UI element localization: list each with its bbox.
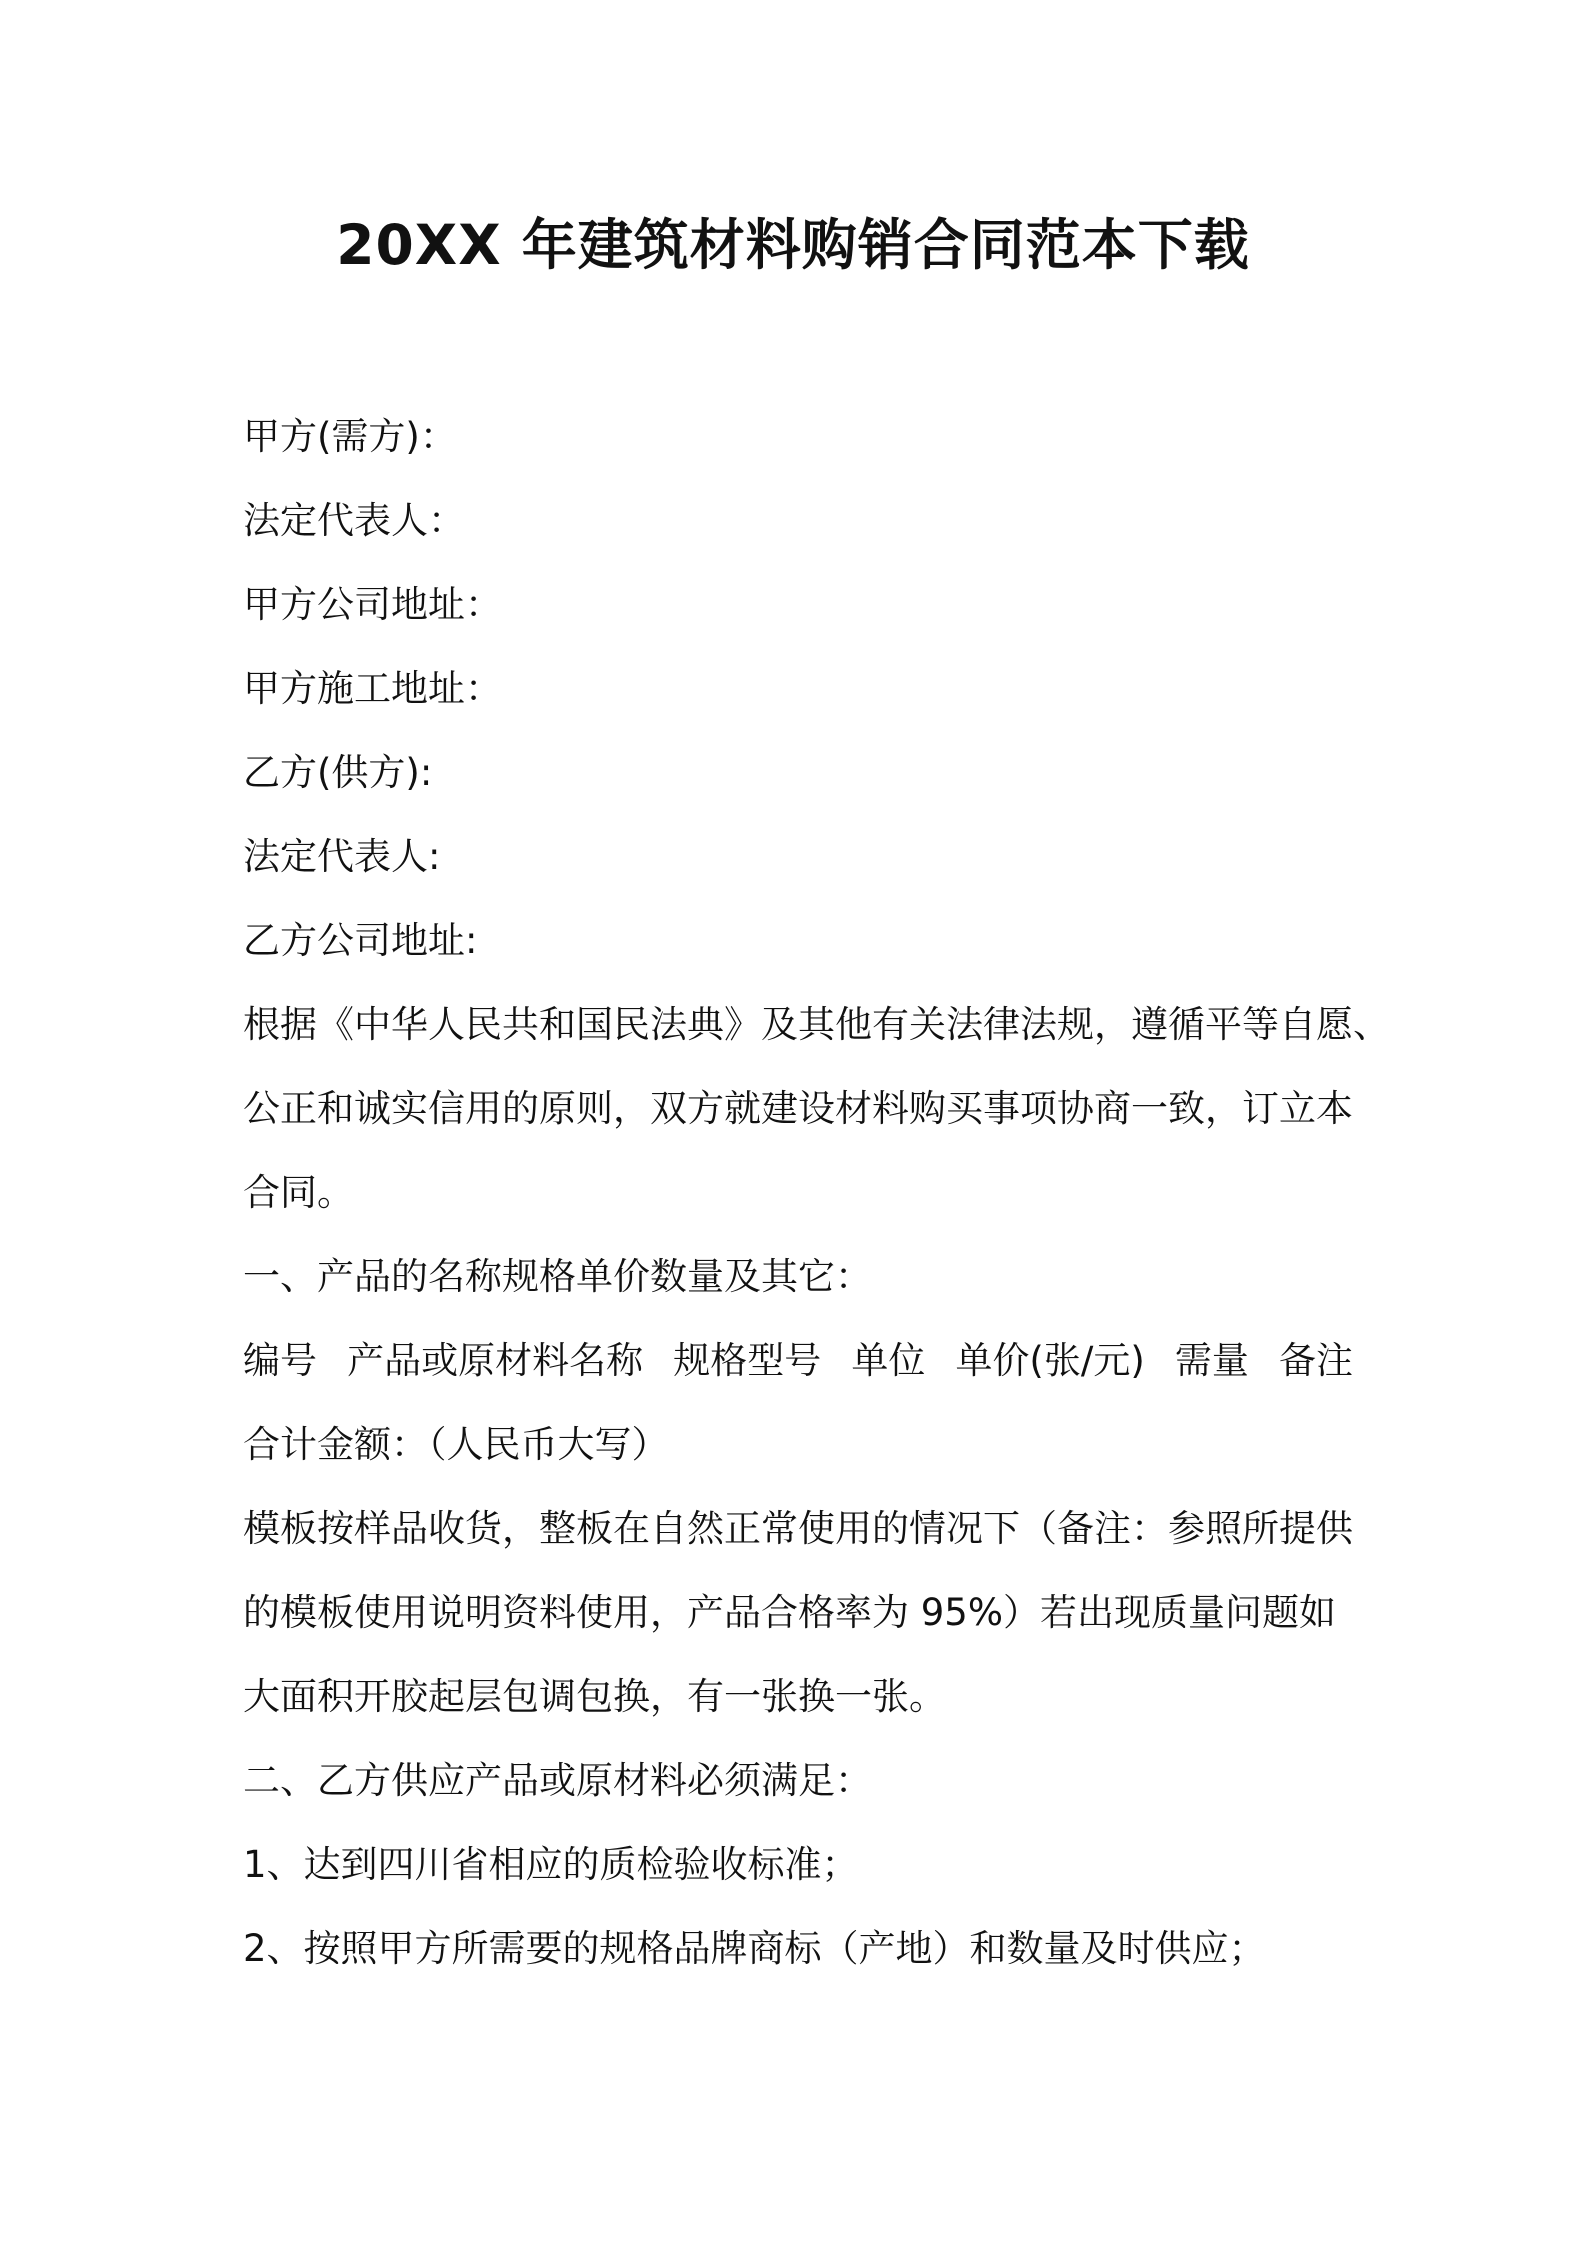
table-header-cell: 单价(张/元) [955,1339,1145,1382]
party-b-address-label: 乙方公司地址: [243,919,478,962]
section-1-heading: 一、产品的名称规格单价数量及其它： [243,1255,872,1298]
preamble-line: 合同。 [243,1171,354,1214]
party-a-address-label: 甲方公司地址： [243,583,502,626]
party-b-label: 乙方(供方): [243,751,433,794]
preamble-line: 根据《中华人民共和国民法典》及其他有关法律法规，遵循平等自愿、 [243,1003,1390,1046]
table-header-cell: 备注 [1279,1339,1353,1382]
table-header-cell: 单位 [851,1339,926,1382]
party-a-label: 甲方(需方)： [243,415,457,458]
party-b-representative-label: 法定代表人: [243,835,441,878]
section-2-item: 1、达到四川省相应的质检验收标准； [243,1843,859,1886]
table-header-cell: 需量 [1174,1339,1249,1382]
table-header-cell: 产品或原材料名称 [347,1339,644,1382]
table-header-cell: 编号 [243,1339,317,1382]
total-amount-label: 合计金额：（人民币大写） [243,1423,669,1466]
document-body [243,395,1390,1991]
product-table-header [243,1319,1353,1403]
acceptance-line: 的模板使用说明资料使用，产品合格率为 95%）若出现质量问题如 [243,1591,1336,1634]
section-2-heading: 二、乙方供应产品或原材料必须满足： [243,1759,872,1802]
table-header-cell: 规格型号 [673,1339,822,1382]
acceptance-line: 模板按样品收货，整板在自然正常使用的情况下（备注：参照所提供 [243,1507,1353,1550]
party-a-site-label: 甲方施工地址： [243,667,502,710]
preamble-line: 公正和诚实信用的原则，双方就建设材料购买事项协商一致，订立本 [243,1087,1353,1130]
party-a-representative-label: 法定代表人： [243,499,465,542]
document-title: 20XX 年建筑材料购销合同范本下载 [336,213,1250,277]
section-2-item: 2、按照甲方所需要的规格品牌商标（产地）和数量及时供应； [243,1927,1266,1970]
acceptance-line: 大面积开胶起层包调包换，有一张换一张。 [243,1675,946,1718]
